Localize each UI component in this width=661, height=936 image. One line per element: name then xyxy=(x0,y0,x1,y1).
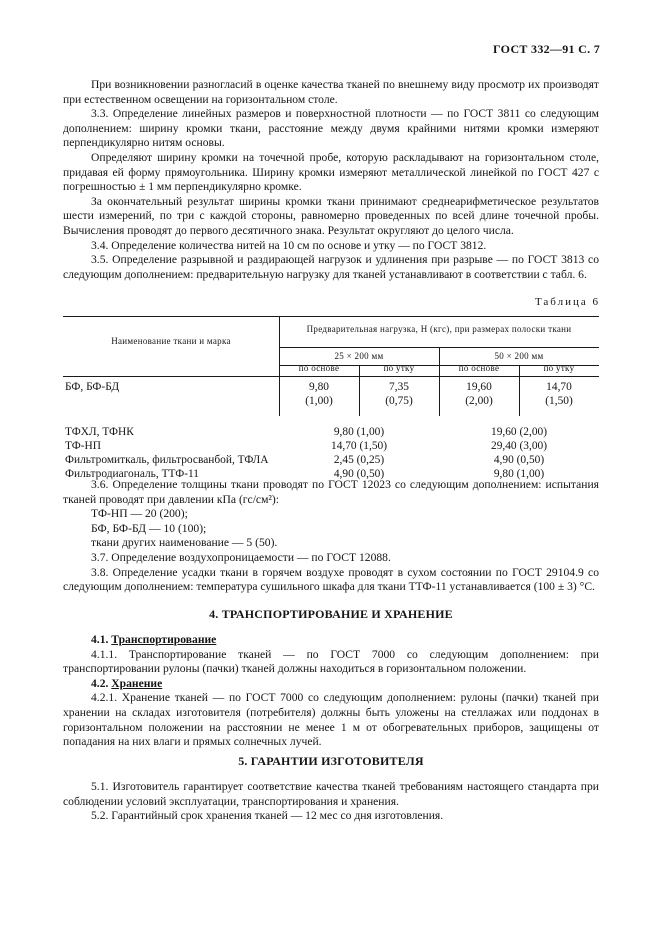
row1-25-warp: 9,80 xyxy=(309,381,329,393)
row4-name: Фильтромиткаль, фильтросванбой, ТФЛА xyxy=(65,454,269,466)
paragraph-final-result: За окончательный результат ширины кромки ткани принимают среднеарифметическое результатов шести измерений, по три с каждой стороны, равномерно проведенных по всей длине точечной пробы. Вычисления проводят до первого десятичного знака. Результат округляют до целого числа. xyxy=(63,194,599,237)
header-weft-2: по утку xyxy=(543,363,575,373)
section-5-title: 5. ГАРАНТИИ ИЗГОТОВИТЕЛЯ xyxy=(238,754,424,768)
row1-50-warp: 19,60 xyxy=(466,381,492,393)
row1-25-warp-kgs: (1,00) xyxy=(305,395,333,407)
subsection-4-1-number: 4.1. xyxy=(91,633,109,646)
row1-50-warp-kgs: (2,00) xyxy=(465,395,493,407)
row5-25: 4,90 (0,50) xyxy=(333,468,385,480)
row1-50-weft: 14,70 xyxy=(546,381,572,393)
row2-25: 9,80 (1,00) xyxy=(333,426,385,438)
row3-50: 29,40 (3,00) xyxy=(491,440,547,452)
section-4-block xyxy=(63,633,599,750)
header-weft-1: по утку xyxy=(383,363,415,373)
row1-25-weft-kgs: (0,75) xyxy=(385,395,413,407)
row4-50: 4,90 (0,50) xyxy=(493,454,545,466)
paragraph-3-5: 3.5. Определение разрывной и раздирающей нагрузок и удлинения при разрыве — по ГОСТ 3813 со следующим дополнением: предварительную нагрузку для тканей устанавливают в соответствии с табл. 6. xyxy=(63,253,599,281)
row3-name: ТФ-НП xyxy=(65,440,101,452)
table-top-rule xyxy=(63,316,599,317)
header-warp-1: по основе xyxy=(298,363,340,373)
header-warp-2: по основе xyxy=(458,363,500,373)
paragraph-4-1-1: 4.1.1. Транспортирование тканей — по ГОСТ 7000 со следующим дополнением: при транспортировании рулоны (пачки) тканей должны находиться в горизонтальном положении. xyxy=(63,647,599,676)
pressure-bf: БФ, БФ-БД — 10 (100); xyxy=(91,521,207,535)
subsection-4-2-number: 4.2. xyxy=(91,676,109,690)
table-caption: Таблица 6 xyxy=(534,296,600,308)
paragraph-3-8: 3.8. Определение усадки ткани в горячем воздухе проводят в сухом состоянии по ГОСТ 29104.9 со следующим дополнением: температура сушильного шкафа для ткани ТТФ-11 устанавливается (100 ± 3) °С. xyxy=(63,565,599,594)
paragraph-4-2-1: 4.2.1. Хранение тканей — по ГОСТ 7000 со следующим дополнением: рулоны (пачки) тканей при хранении на складах изготовителя (потребителя) должны быть уложены на стеллажах или поддонах в горизонтальном положении на расстоянии не менее 1 м от обогревательных приборов, защищены от попадания на них влаги и прямых солнечных лучей. xyxy=(63,691,599,749)
header-size-50: 50 × 200 мм xyxy=(494,351,544,361)
header-preload: Предварительная нагрузка, Н (кгс), при размерах полоски ткани xyxy=(306,324,572,334)
paragraph-3-7: 3.7. Определение воздухопроницаемости — по ГОСТ 12088. xyxy=(91,550,391,564)
row2-50: 19,60 (2,00) xyxy=(491,426,547,438)
row1-50-weft-kgs: (1,50) xyxy=(545,395,573,407)
paragraph-3-4: 3.4. Определение количества нитей на 10 см по основе и утку — по ГОСТ 3812. xyxy=(91,238,487,252)
paragraph-edge-width: Определяют ширину кромки на точечной пробе, которую раскладывают на горизонтальном столе, придавая ей форму прямоугольника. Ширину кромки измеряют металлической линейкой по ГОСТ 427 с погрешностью ± 1 мм перпендикулярно кромке. xyxy=(63,150,599,194)
page-header: ГОСТ 332—91 С. 7 xyxy=(493,42,600,56)
top-text-block xyxy=(63,78,599,282)
paragraph-5-2: 5.2. Гарантийный срок хранения тканей — 12 мес со дня изготовления. xyxy=(91,809,444,823)
subsection-4-1 xyxy=(63,633,599,648)
row4-25: 2,45 (0,25) xyxy=(333,454,385,466)
subsection-4-2-title: Хранение xyxy=(111,676,163,690)
row1-name: БФ, БФ-БД xyxy=(65,381,120,393)
paragraph-disagreement: При возникновении разногласий в оценке качества тканей по внешнему виду просмотр их производят при естественном освещении на горизонтальном столе. xyxy=(63,78,599,106)
subsection-4-1-title: Транспортирование xyxy=(111,633,217,646)
pressure-tf-np: ТФ-НП — 20 (200); xyxy=(91,507,188,521)
section-4-title: 4. ТРАНСПОРТИРОВАНИЕ И ХРАНЕНИЕ xyxy=(209,607,453,621)
paragraph-3-3: 3.3. Определение линейных размеров и поверхностной плотности — по ГОСТ 3811 со следующим дополнением: ширину кромки ткани, расстояние между двумя крайними нитями кромки измеряют перпендикулярно нитям основы. xyxy=(63,107,599,150)
mid-text-block xyxy=(63,478,599,595)
row5-name: Фильтродиагональ, ТТФ-11 xyxy=(65,468,199,480)
subsection-4-2 xyxy=(63,677,599,692)
paragraph-3-6: 3.6. Определение толщины ткани проводят по ГОСТ 12023 со следующим дополнением: испытания тканей проводят при давлении кПа (гс/см²): xyxy=(63,478,599,506)
header-fabric-name: Наименование ткани и марка xyxy=(111,336,231,346)
row1-25-weft: 7,35 xyxy=(389,381,409,393)
pressure-other: ткани других наименование — 5 (50). xyxy=(91,536,278,550)
header-size-25: 25 × 200 мм xyxy=(334,351,384,361)
row2-name: ТФХЛ, ТФНК xyxy=(65,426,134,438)
paragraph-5-1: 5.1. Изготовитель гарантирует соответствие качества тканей требованиям настоящего стандарта при соблюдении условий эксплуатации, транспортирования и хранения. xyxy=(63,780,599,808)
row5-50: 9,80 (1,00) xyxy=(493,468,545,480)
section-5-block xyxy=(63,780,599,824)
row3-25: 14,70 (1,50) xyxy=(331,440,387,452)
